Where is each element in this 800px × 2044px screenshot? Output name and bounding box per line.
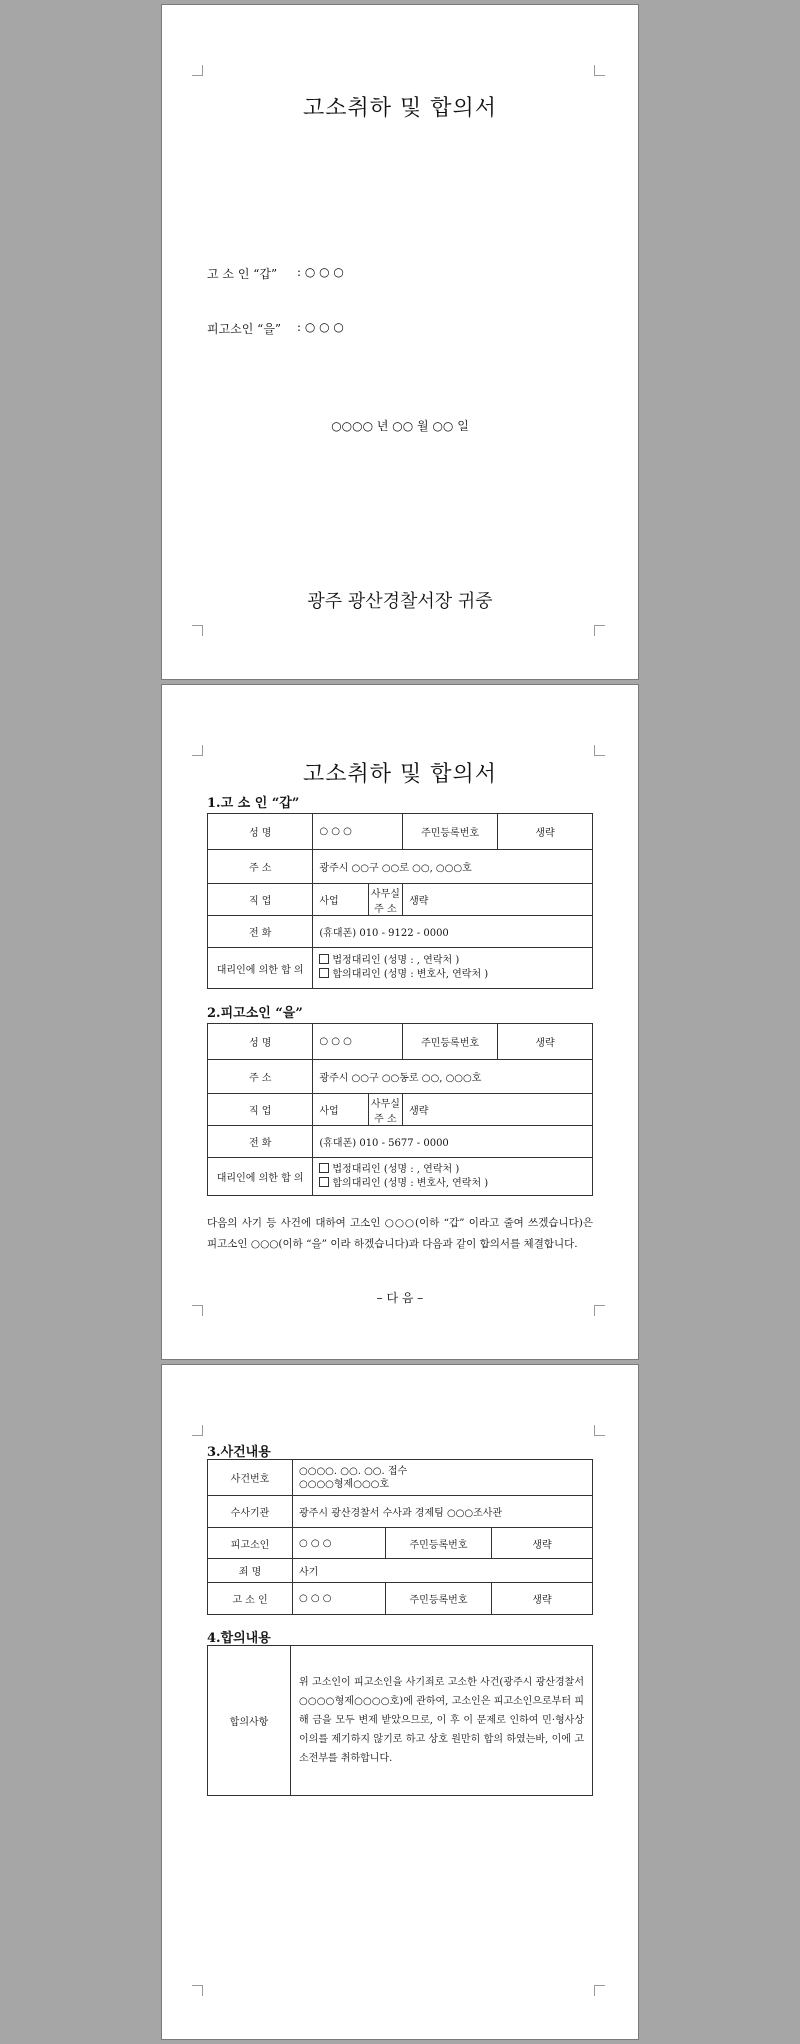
proxy-options (313, 948, 593, 989)
addressee: 광주 광산경찰서장 귀중 (307, 591, 493, 612)
margin-mark (594, 625, 605, 636)
proxy-legal-option[interactable]: 법정대리인 (성명 : , 연락처 ) (319, 1163, 586, 1177)
margin-mark (594, 745, 605, 756)
phone-value: (휴대폰) 010 - 5677 - 0000 (313, 1126, 593, 1158)
section-heading: 3.사건내용 (207, 1445, 271, 1460)
rrn-value: 생략 (492, 1582, 593, 1614)
margin-mark (192, 1985, 203, 1996)
name-label: 성 명 (208, 1024, 313, 1060)
checkbox-icon[interactable] (319, 968, 329, 978)
rrn-label: 주민등록번호 (386, 1582, 492, 1614)
agency-value: 광주시 광산경찰서 수사과 경제팀 ○○○조사관 (293, 1496, 593, 1528)
rrn-label: 주민등록번호 (403, 814, 498, 850)
margin-mark (594, 1985, 605, 1996)
margin-mark (594, 65, 605, 76)
proxy-label: 대리인에 의한 합 의 (208, 1158, 313, 1196)
name-value: ○ ○ ○ (313, 1024, 403, 1060)
case-number-value: ○○○○. ○○. ○○. 접수 ○○○○형제○○○호 (293, 1460, 593, 1496)
office-value: 생략 (403, 1094, 593, 1126)
margin-mark (192, 1305, 203, 1316)
accused-label: 피고소인 “을” (207, 322, 282, 336)
margin-mark (192, 65, 203, 76)
margin-mark (594, 1425, 605, 1436)
document-title: 고소취하 및 합의서 (302, 762, 497, 787)
phone-label: 전 화 (208, 916, 313, 948)
proxy-legal-option[interactable]: 법정대리인 (성명 : , 연락처 ) (319, 954, 586, 968)
agency-label: 수사기관 (208, 1496, 293, 1528)
phone-label: 전 화 (208, 1126, 313, 1158)
rrn-value: 생략 (498, 814, 593, 850)
case-number-label: 사건번호 (208, 1460, 293, 1496)
margin-mark (192, 625, 203, 636)
margin-mark (192, 1425, 203, 1436)
date-line: ○○○○ 년 ○○ 월 ○○ 일 (331, 419, 469, 433)
accused-label: 피고소인 (208, 1528, 293, 1558)
proxy-agreed-option[interactable]: 합의대리인 (성명 : 변호사, 연락처 ) (319, 968, 586, 982)
margin-mark (594, 1305, 605, 1316)
rrn-label: 주민등록번호 (386, 1528, 492, 1558)
agreement-label: 합의사항 (208, 1646, 291, 1796)
job-label: 직 업 (208, 1094, 313, 1126)
complainant-label: 고 소 인 (208, 1582, 293, 1614)
checkbox-icon[interactable] (319, 1177, 329, 1187)
section-heading: 2.피고소인 “을” (207, 1006, 303, 1021)
document-title: 고소취하 및 합의서 (302, 96, 497, 121)
address-label: 주 소 (208, 850, 313, 884)
job-value: 사업 (313, 884, 368, 916)
case-table (207, 1459, 593, 1615)
address-label: 주 소 (208, 1060, 313, 1094)
phone-value: (휴대폰) 010 - 9122 - 0000 (313, 916, 593, 948)
proxy-agreed-option[interactable]: 합의대리인 (성명 : 변호사, 연락처 ) (319, 1177, 586, 1191)
agreement-text: 위 고소인이 피고소인을 사기죄로 고소한 사건(광주시 광산경찰서 ○○○○형제○○○○호)에 관하여, 고소인은 피고소인으로부터 피해 금을 모두 변제 받았으므로, 이 후 이 문제로 인하여 민·형사상 이의를 제기하지 않기로 하고 상호 원만히 합의 하였는바, 이에 고소전부를 취하합니다. (291, 1646, 593, 1796)
rrn-value: 생략 (498, 1024, 593, 1060)
name-label: 성 명 (208, 814, 313, 850)
crime-value: 사기 (293, 1558, 593, 1582)
accused-value: : ○ ○ ○ (297, 320, 344, 334)
job-value: 사업 (313, 1094, 368, 1126)
document-page-1 (161, 4, 639, 680)
rrn-value: 생략 (492, 1528, 593, 1558)
office-label: 사무실 주 소 (368, 884, 402, 916)
rrn-label: 주민등록번호 (403, 1024, 498, 1060)
checkbox-icon[interactable] (319, 954, 329, 964)
name-value: ○ ○ ○ (313, 814, 403, 850)
address-value: 광주시 ○○구 ○○동로 ○○, ○○○호 (313, 1060, 593, 1094)
next-heading: – 다 음 – (376, 1291, 424, 1305)
section-heading: 4.합의내용 (207, 1631, 271, 1646)
document-page-3 (161, 1364, 639, 2040)
section-heading: 1.고 소 인 “갑” (207, 796, 300, 811)
proxy-options (313, 1158, 593, 1196)
complainant-table (207, 813, 593, 989)
document-page-2 (161, 684, 639, 1360)
agreement-table (207, 1645, 593, 1796)
office-value: 생략 (403, 884, 593, 916)
agreement-paragraph: 다음의 사기 등 사건에 대하여 고소인 ○○○(이하 “갑” 이라고 줄여 쓰겠습니다)은 피고소인 ○○○(이하 “을” 이라 하겠습니다)과 다음과 같이 합의서를 체결합니다. (207, 1217, 593, 1250)
proxy-label: 대리인에 의한 합 의 (208, 948, 313, 989)
accused-table (207, 1023, 593, 1196)
crime-label: 죄 명 (208, 1558, 293, 1582)
checkbox-icon[interactable] (319, 1163, 329, 1173)
address-value: 광주시 ○○구 ○○로 ○○, ○○○호 (313, 850, 593, 884)
accused-name: ○ ○ ○ (293, 1528, 386, 1558)
job-label: 직 업 (208, 884, 313, 916)
complainant-value: : ○ ○ ○ (297, 265, 344, 279)
complainant-name: ○ ○ ○ (293, 1582, 386, 1614)
complainant-label: 고 소 인 “갑” (207, 267, 278, 281)
margin-mark (192, 745, 203, 756)
office-label: 사무실 주 소 (368, 1094, 402, 1126)
